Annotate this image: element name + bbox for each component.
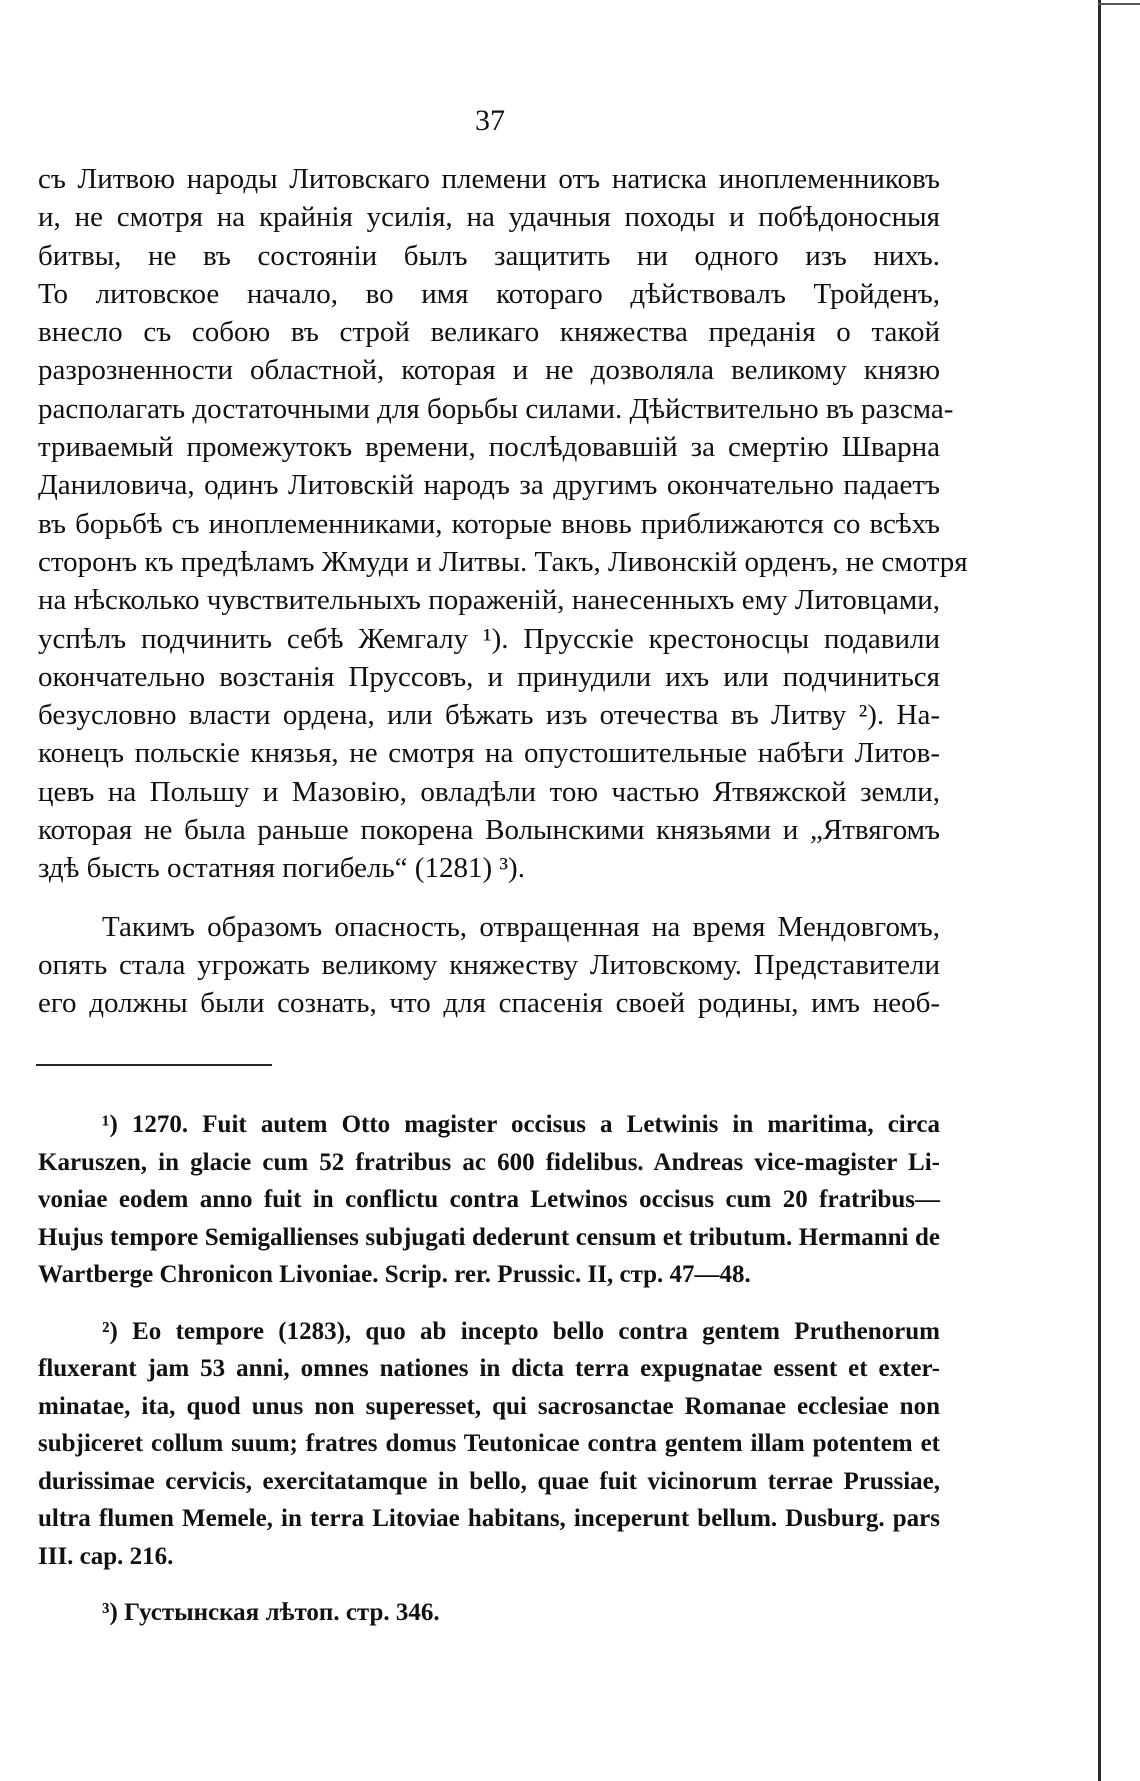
text-line: разрозненности областной, которая и не дозволяла великому князю (38, 354, 940, 387)
footnote-line: minatae, ita, quod unus non superesset, qui sacrosanctae Romanae ecclesiae non (38, 1392, 940, 1420)
text-line: триваемый промежутокъ времени, послѣдовавшій за смертію Шварна (38, 431, 940, 464)
paragraph-gap (38, 888, 940, 908)
footnote-gap (38, 1294, 940, 1313)
footnote-line: subjiceret collum suum; fratres domus Teutonicae contra gentem illam potentem et (38, 1430, 940, 1457)
text-line: и, не смотря на крайнія усилія, на удачныя походы и побѣдоносныя (38, 201, 940, 234)
footnote-line: ¹) 1270. Fuit autem Otto magister occisus a Letwinis in maritima, circa (102, 1111, 940, 1138)
paragraph-1 (38, 160, 968, 888)
text-line: безусловно власти ордена, или бѣжать изъ отечества въ Литву ²). На- (38, 699, 940, 732)
text-line: здѣ бысть остатняя погибель“ (1281) ³). (38, 852, 525, 885)
footnote-line: durissimae cervicis, exercitatamque in bello, quae fuit vicinorum terrae Prussiae, (38, 1467, 940, 1495)
text-line: Даниловича, одинъ Литовскій народъ за другимъ окончательно падаетъ (38, 469, 940, 502)
text-line: внесло съ собою въ строй великаго княжества преданія о такой (38, 316, 940, 349)
footnote-line: fluxerant jam 53 anni, omnes nationes in dicta terra expugnatae essent et exter- (38, 1355, 940, 1382)
text-line: битвы, не въ состояніи былъ защитить ни одного изъ нихъ. (38, 239, 940, 272)
footnote-line: voniae eodem anno fuit in conflictu contra Letwinos occisus cum 20 fratribus— (38, 1186, 940, 1213)
text-line: располагать достаточными для борьбы силами. Дѣйствительно въ разсма- (38, 392, 954, 425)
footnote-line: III. cap. 216. (38, 1542, 174, 1570)
footnote-3 (38, 1594, 940, 1632)
footnote-line: Karuszen, in glacie cum 52 fratribus ac 600 fidelibus. Andreas vice-magister Li- (38, 1148, 940, 1176)
text-line: То литовское начало, во имя котораго дѣйствовалъ Тройденъ, (38, 277, 940, 310)
text-line: сторонъ къ предѣламъ Жмуди и Литвы. Такъ, Ливонскій орденъ, не смотря (38, 545, 968, 578)
text-line: цевъ на Польшу и Мазовію, овладѣли тою частью Ятвяжской земли, (38, 775, 940, 808)
text-line: которая не была раньше покорена Волынскими князьями и „Ятвягомъ (38, 814, 940, 847)
text-line: Такимъ образомъ опасность, отвращенная на время Мендовгомъ, (102, 910, 940, 943)
footnote-separator (36, 1064, 272, 1066)
main-text (38, 160, 968, 1023)
text-line: съ Литвою народы Литовскаго племени отъ натиска иноплеменниковъ (38, 163, 940, 195)
page-edge-top-line (1098, 3, 1140, 5)
footnotes (38, 1106, 940, 1632)
text-line: его должны были сознать, что для спасенія своей родины, имъ необ- (38, 987, 940, 1020)
text-line: опять стала угрожать великому княжеству Литовскому. Представители (38, 948, 940, 981)
footnote-line: Wartberge Chronicon Livoniae. Scrip. rer. Prussic. II, стр. 47—48. (38, 1261, 751, 1288)
footnote-line: Hujus tempore Semigallienses subjugati dederunt censum et tributum. Hermanni de (38, 1223, 940, 1251)
footnote-line: ³) Густынская лѣтоп. стр. 346. (102, 1599, 440, 1626)
footnote-1 (38, 1106, 940, 1294)
footnote-2 (38, 1313, 940, 1576)
text-line: на нѣсколько чувствительныхъ пораженій, нанесенныхъ ему Литовцами, (38, 584, 940, 617)
page-number: 37 (475, 104, 505, 137)
text-line: успѣлъ подчинить себѣ Жемгалу ¹). Прусскіе крестоносцы подавили (38, 622, 940, 655)
text-line: въ борьбѣ съ иноплеменниками, которые вновь приближаются со всѣхъ (38, 507, 940, 540)
footnote-line: ²) Eo tempore (1283), quo ab incepto bello contra gentem Pruthenorum (102, 1317, 940, 1345)
text-line: конецъ польскіе князья, не смотря на опустошительные набѣги Литов- (38, 737, 940, 770)
text-line: окончательно возстанія Пруссовъ, и принудили ихъ или подчиниться (38, 660, 940, 693)
footnote-line: ultra flumen Memele, in terra Litoviae habitans, inceperunt bellum. Dusburg. pars (38, 1505, 940, 1532)
footnote-gap (38, 1575, 940, 1594)
page-edge-line (1098, 0, 1101, 1781)
paragraph-2 (38, 908, 940, 1023)
